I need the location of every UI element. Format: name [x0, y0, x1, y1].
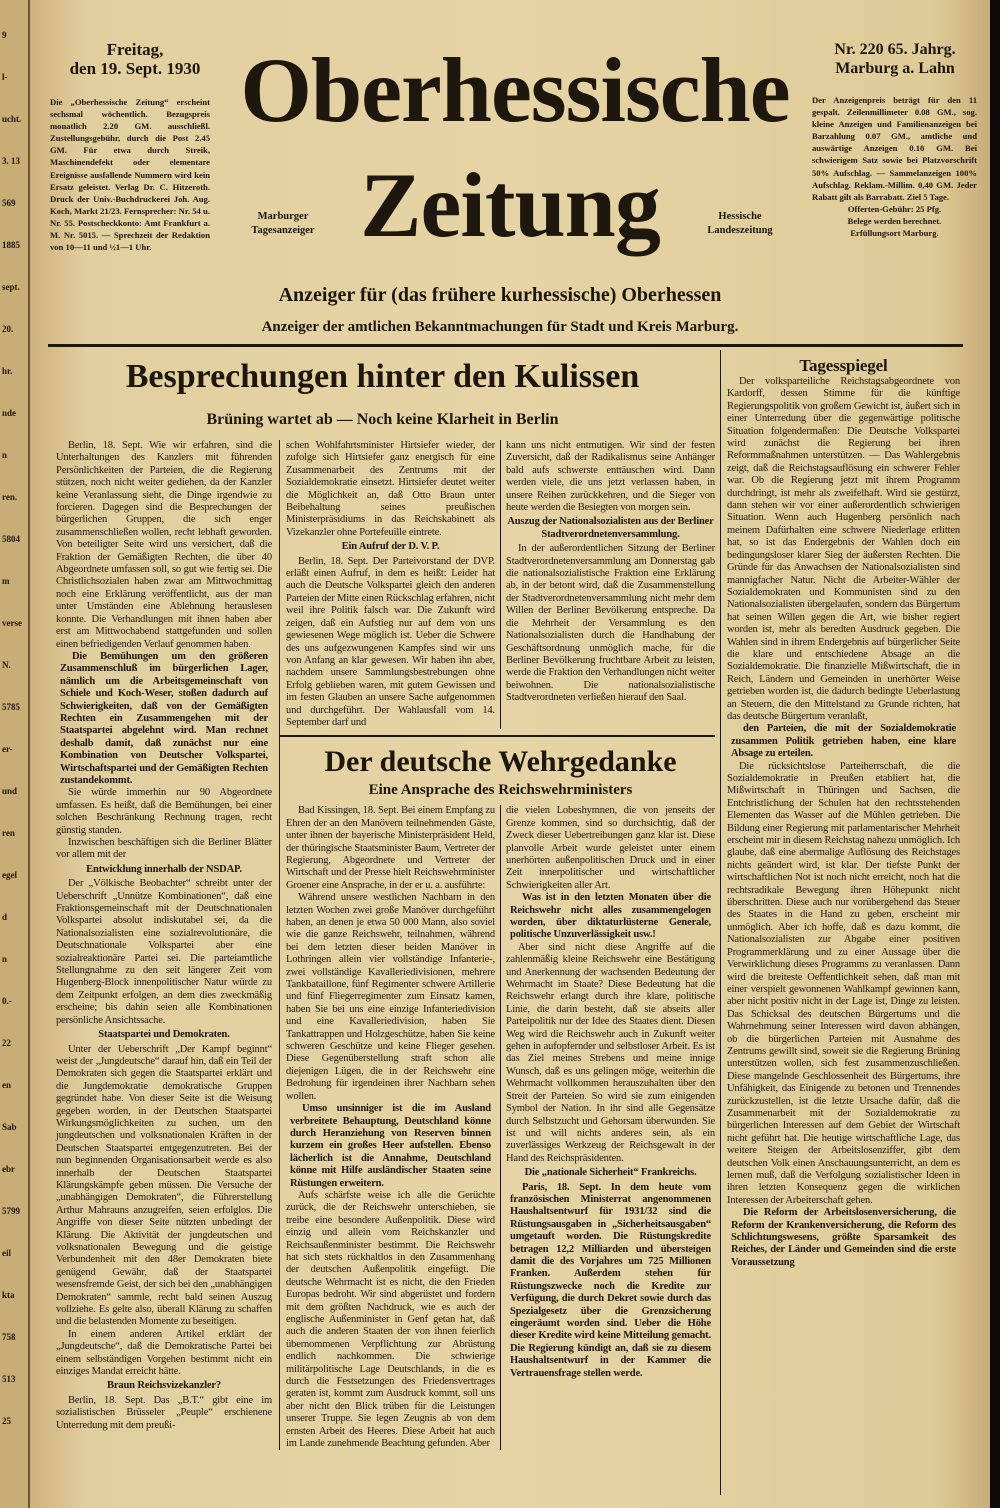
- column-rule: [720, 350, 721, 1495]
- masthead-rule: [48, 344, 963, 347]
- issue-number: [810, 40, 980, 78]
- adjacent-page-fragment: 9: [2, 30, 7, 40]
- adjacent-page-fragment: verse: [2, 618, 22, 628]
- offer-fee: Offerten-Gebühr: 25 Pfg.: [847, 203, 942, 214]
- paragraph: Unter der Ueberschrift „Der Kampf beginnt“ weist der „Jungdeutsche“ darauf hin, daß ein Teil der Demokraten sich gegen die Staatspartei erklärt und die Jungdemokratie demokratische Gruppen gegründet habe. Von dieser Seite ist die Weisung gegeben worden, in der Deutschen Staatspartei Wirkungsmöglichkeiten zu suchen, um den jungdeutschen und volksnationalen Kräften in der Deutschen Staatspartei entgegenzutreten. Bei der nun beginnenden Organisationsarbeit werde es also innerhalb der Deutschen Staatspartei Klärungskämpfe geben müssen. Die Versuche der „unabhängigen Demokraten“, die Führerstellung Arthur Mahrauns anzugreifen, seien erfolglos. Die Angriffe von dieser Seite nützten unbedingt der Klärung. Die Aktivität der jungdeutschen und volksnationalen Bewegung und die geistige Verbundenheit mit den 48er Demokraten biete genügend Gewähr, daß der Staatspartei wesensfremde Geist, der sich bei den „unabhängigen Demokraten“ sammle, recht bald seinen Auszug vollziehe. Es gelte also, überall Klärung zu schaffen und die belastenden Momente zu beseitigen.: [56, 1043, 272, 1328]
- side-right-2: Landeszeitung: [707, 225, 773, 236]
- subheadline-main: Brüning wartet ab — Noch keine Klarheit in Berlin: [206, 411, 559, 428]
- adjacent-page-fragment: N.: [2, 660, 11, 670]
- adjacent-page-fragment: kta: [2, 1290, 15, 1300]
- section-subheading: Ein Aufruf der D. V. P.: [341, 541, 440, 553]
- place-of-performance: Erfüllungsort Marburg.: [850, 228, 939, 239]
- article1-continuation: [286, 440, 715, 729]
- adjacent-page-fragment: en: [2, 1080, 11, 1090]
- section-subheading: Staatspartei und Demokraten.: [98, 1029, 230, 1041]
- ad-prices: Der Anzeigenpreis beträgt für den 11 gespalt. Zeilenmillimeter 0.08 GM., sog. kleine Anzeigen und Familienanzeigen bei Barzahlung 0.07 GM., amtliche und auswärtige Anzeigen 0.10 GM. Bei schwierigem Satz sowie bei Platzvorschrift 50% Aufschlag. — Sammelanzeigen 100% Aufschlag. Reklam.-Millim. 0,40 GM. Jeder Rabatt gilt als Barrabatt. Ziel 5 Tage.: [812, 95, 977, 202]
- adjacent-page-fragment: 513: [2, 1374, 16, 1384]
- paragraph: Die Bemühungen um den größeren Zusammenschluß im bürgerlichen Lager, nämlich um die Arbeitsgemeinschaft von Schiele und Koch-Weser, stoßen dadurch auf Schwierigkeiten, daß von der Gemäßigten Rechten ein Zusammengehen mit der Staatspartei abgelehnt wird. Man rechnet deshalb damit, daß zunächst nur eine Kombination von Deutscher Volkspartei, Wirtschaftspartei und der Gemäßigten Rechten zustandekommt.: [60, 650, 268, 786]
- paragraph: kann uns nicht entmutigen. Wir sind der festen Zuversicht, daß der Radikalismus seine Anhänger bald aufs schwerste enttäuschen wird. Dann werden viele, die uns jetzt verlassen haben, in unsere Reihen zurückkehren, und die Sieger von heute werden die Besiegten von morgen sein.: [506, 440, 715, 514]
- adjacent-page-fragment: hr.: [2, 366, 13, 376]
- adjacent-page-fragment: 1885: [2, 240, 20, 250]
- adjacent-page-fragment: d: [2, 912, 8, 922]
- side-right-1: Hessische: [718, 211, 762, 222]
- adjacent-page-fragment: 3. 13: [2, 156, 20, 166]
- adjacent-page-fragment: l-: [2, 72, 8, 82]
- issue-date: [50, 40, 220, 78]
- headline-wehrgedanke: Der deutsche Wehrgedanke: [324, 745, 677, 779]
- adjacent-page-fragment: 5799: [2, 1206, 20, 1216]
- paragraph: Umso unsinniger ist die im Ausland verbreitete Behauptung, Deutschland könne durch Heranziehung von Reserven binnen kurzem ein großes Heer aufstellen. Ebenso lächerlich ist die Annahme, Deutschland könne mit Hilfe ausländischer Staaten seine Rüstungen erweitern.: [290, 1103, 491, 1189]
- side-left-1: Marburger: [257, 211, 309, 222]
- article2-body: [286, 805, 715, 1450]
- adjacent-page-fragment: egel: [2, 870, 17, 880]
- adjacent-page-fragment: eil: [2, 1248, 11, 1258]
- paragraph: Aber sind nicht diese Angriffe auf die zahlenmäßig kleine Reichswehr eine Bestätigung und Anerkennung der wachsenden Bedeutung der Wehrmacht im Staate? Diese Bedeutung hat die Reichswehr erlangt durch ihre klare, politische Linie, die darin besteht, daß sie abseits aller Parteipolitik nur der Idee des Staates dient. Diesen Weg wird die Reichswehr auch in Zukunft weiter gehen in aufopfernder und selbstloser Arbeit. Es ist das Ziel meines Strebens und meine innige Wunsch, daß es uns gelingen möge, weiterhin die Wehrmacht vollkommen herauszuhalten über den Streit der Parteien. So wird sie zum einigenden Symbol der Nation. In ihr sind alle Gegensätze durch Selbstzucht und Gehorsam überwunden. Sie ist und will nichts anderes sein, als ein zuverlässiges Werkzeug der Reichsgewalt in der Hand des Reichspräsidenten.: [506, 941, 715, 1164]
- masthead-side-left: [228, 210, 338, 238]
- paragraph: Während unsere westlichen Nachbarn in den letzten Wochen zwei große Manöver durchgeführt haben, an denen je etwa 50 000 Mann, also soviel wie die ganze Reichswehr, teilnahmen, während bei dem letzten dieser beiden Manöver in Lothringen allein vier vollständige Infanterie-, zwei vollständige Kavalleriedivisionen, mehrere Tankbataillone, fünf Regimenter schwere Artillerie und fünf Fliegerregimenter zum Einsatz kamen, haben Sie bei uns eine einzige Infanteriedivision und eine Kavalleriedivision, haben Sie Tankattrappen und Holzgeschütze, haben Sie keine schweren Geschütze und keine Flieger gesehen. Diese Gegenüberstellung straft schon alle diejenigen Lügen, die in der Reichswehr eine Bedrohung für irgendeinen ihrer Nachbarn sehen wollen.: [286, 892, 495, 1102]
- paragraph: Berlin, 18. Sept. Der Parteivorstand der DVP. erläßt einen Aufruf, in dem es heißt: Leider hat auch die Deutsche Volkspartei gleich den anderen Parteien der Mitte einen Rückschlag erfahren, nicht weil ihre Politik falsch war. Die Zukunft wird zeigen, daß ein Aufstieg nur auf dem von uns gewiesenen Wege möglich ist. Ueber die Schwere des uns aufgezwungenen Kampfes sind wir uns von Anfang an klar gewesen. Wir haben ihn aber, nachdem unsere Sammlungsbestrebungen ohne Erfolg geblieben waren, mit gutem Gewissen und im festen Glauben an unsere Sache aufgenommen und durchgeführt. Der Wahlausfall vom 14. September darf und: [286, 555, 495, 728]
- adjacent-page-fragment: 569: [2, 198, 16, 208]
- paragraph: Inzwischen beschäftigen sich die Berliner Blätter vor allem mit der: [56, 837, 272, 861]
- adjacent-page-fragment: nde: [2, 408, 17, 418]
- section-subheading: Braun Reichsvizekanzler?: [107, 1380, 221, 1392]
- masthead-subtitle-2: Anzeiger der amtlichen Bekanntmachungen für Stadt und Kreis Marburg.: [261, 319, 739, 335]
- adjacent-page-fragment: ucht.: [2, 114, 22, 124]
- article-column: [56, 440, 272, 1432]
- paragraph: schen Wohlfahrtsminister Hirtsiefer wieder, der zufolge sich Hirtsiefer ganz energisch für eine Zusammenarbeit des Zentrums mit der Sozialdemokratie einsetzt. Hirtsiefer deutet weiter die Möglichkeit an, daß Otto Braun unter Beibehaltung seines preußischen Ministerpräsidiums in das Reichskabinett als Vizekanzler ohne Portefeuille eintrete.: [286, 440, 495, 538]
- adjacent-page-strip: [0, 0, 30, 1508]
- paragraph: Der „Völkische Beobachter“ schreibt unter der Ueberschrift „Unnütze Kombinationen“, daß eine Fraktionsgemeinschaft mit der Deutschnationalen Volkspartei absolut indiskutabel sei, da die Nationalsozialisten eine sozialrevolutionäre, die Deutschnationale Volkspartei aber eine sozialreaktionäre Partei sei. Die parteiamtliche Stellungnahme zu den seit längerer Zeit vom Hugenberg-Block innenpolitischer Natur würde zu dem Zeitpunkt erfolgen, an dem dies zweckmäßig erscheine; bis dahin seien alle Kombinationen persönliche Ansichtssache.: [56, 878, 272, 1026]
- adjacent-page-fragment: ebr: [2, 1164, 15, 1174]
- paragraph: die vielen Lobeshymnen, die von jenseits der Grenze kommen, sind so durchsichtig, daß der Zweck dieser Uebertreibungen ganz klar ist. Diese planvolle Arbeit wurde geleistet unter einem unerhörten außenpolitischen Druck und in einer Zeit innerpolitischer und wirtschaftlicher Schwierigkeiten aller Art.: [506, 805, 715, 891]
- ad-price-info: [812, 94, 977, 239]
- adjacent-page-fragment: 758: [2, 1332, 16, 1342]
- masthead-subtitle: Anzeiger für (das frühere kurhessische) Oberhessen: [278, 284, 722, 306]
- masthead-side-right: [700, 210, 780, 238]
- adjacent-page-fragment: 20.: [2, 324, 14, 334]
- paragraph: Aufs schärfste weise ich alle die Gerüchte zurück, die der Reichswehr unterschieben, sie treibe eine besondere Außenpolitik. Diese wird einzig und allein vom Reichskanzler und Reichsaußenminister bestimmt. Die Reichswehr hat sich stets rückhaltlos in den Zusammenhang der deutschen Außenpolitik eingefügt. Die deutsche Wehrmacht ist es nicht, die den Frieden Europas bedroht. Wir sind abgerüstet und fordern mit dem größten Nachdruck, wie es auch der englische Außenminister in Genf getan hat, daß auch die anderen Staaten der von ihnen feierlich übernommenen Verpflichtung zur Abrüstung endlich nachkommen. Die schwierige militärpolitische Lage Deutschlands, in die es durch die Festsetzungen des Friedensvertrages geraten ist, kommt zum Ausdruck kommt, soll uns aber nicht den Blick trüben für die Leistungen unserer Truppe. Sie legen Zeugnis ab von dem ernsten Arbeit des Heeres. Diese Arbeit hat auch im Lande zunehmende Beachtung gefunden. Aber: [286, 1189, 495, 1450]
- adjacent-page-fragment: 5785: [2, 702, 20, 712]
- adjacent-page-fragment: ren.: [2, 492, 18, 502]
- subheadline-wehrgedanke: Eine Ansprache des Reichswehrministers: [368, 782, 633, 799]
- adjacent-page-fragment: 0.-: [2, 996, 12, 1006]
- adjacent-page-fragment: n: [2, 954, 8, 964]
- place: Marburg a. Lahn: [835, 60, 955, 77]
- paragraph: Berlin, 18. Sept. Das „B.T.“ gibt eine im sozialistischen Brüsseler „Peuple“ erschienene Unterredung mit dem preußi-: [56, 1394, 272, 1431]
- adjacent-page-fragment: n: [2, 450, 8, 460]
- adjacent-page-fragment: ren: [2, 828, 15, 838]
- issue-no: Nr. 220 65. Jahrg.: [834, 41, 956, 58]
- article-column: [500, 805, 715, 1450]
- adjacent-page-fragment: er-: [2, 744, 13, 754]
- tagesspiegel-body: [727, 376, 960, 1269]
- proofs-note: Belege werden berechnet.: [847, 215, 942, 226]
- subscription-info: Die „Oberhessische Zeitung“ erscheint sechsmal wöchentlich. Bezugspreis monatlich 2.20 GM. ausschließl. Zustellungsgebühr, durch die Post 2.45 GM. Für etwa durch Streik, Maschinendefekt oder elementare Ereignisse ausfallende Nummern wird kein Ersatz geleistet. Verlag Dr. C. Hitzeroth. Druck der Univ.-Buchdruckerei Joh. Aug. Koch, Markt 21/23. Fernsprecher: Nr. 54 u. Nr. 55. Postscheckkonto: Amt Frankfurt a. M. Nr. 5015. — Sprechzeit der Redaktion von 10—11 und ½1—1 Uhr.: [50, 97, 210, 253]
- date: den 19. Sept. 1930: [69, 59, 201, 78]
- masthead-title-line1: Oberhessische: [240, 39, 790, 141]
- article-column: [286, 440, 500, 729]
- adjacent-page-fragment: m: [2, 576, 10, 586]
- section-subheading: Die „nationale Sicherheit“ Frankreichs.: [524, 1167, 697, 1179]
- adjacent-page-fragment: 5804: [2, 534, 20, 544]
- middle-columns: [279, 440, 715, 1450]
- paragraph: den Parteien, die mit der Sozialdemokratie zusammen Politik getrieben haben, eine klare Absage zu erteilen.: [731, 723, 956, 760]
- paragraph: Die Reform der Arbeitslosenversicherung, die Reform der Krankenversicherung, die Reform des Schlichtungswesens, größte Sparsamkeit des Reiches, der Länder und Gemeinden sind die erste Voraussetzung: [731, 1207, 956, 1268]
- adjacent-page-fragment: 22: [2, 1038, 11, 1048]
- headline-main: Besprechungen hinter den Kulissen: [125, 358, 640, 395]
- section-subheading: Auszug der Nationalsozialisten aus der Berliner Stadtverordnetenversammlung.: [507, 516, 714, 540]
- article-rule: [280, 735, 715, 737]
- adjacent-page-fragment: Sab: [2, 1122, 17, 1132]
- paragraph: Berlin, 18. Sept. Wie wir erfahren, sind die Unterhaltungen des Kanzlers mit führenden Persönlichkeiten der Parteien, die die Regierung stützen, noch nicht weiter gediehen, da der Kanzler keine Veranlassung sieht, die Dinge irgendwie zu forcieren. Dagegen sind die Besprechungen der bürgerlichen Gruppen, die sich enger zusammenschließen wollen, recht lebhaft geworden. Von beteiligter Seite wird uns versichert, daß die Fraktion der Gemäßigten Rechten, die über 40 Abgeordnete umfassen soll, so gut wie fertig sei. Die Christlichsozialen haben zwar am Mittwochmittag noch eine Erklärung veröffentlicht, aus der man unter Umständen eine Ablehnung herauslesen konnte. Die Verhandlungen mit ihnen haben aber erst am Mittwochabend stattgefunden und sollen einen befriedigenden Verlauf genommen haben.: [56, 440, 272, 650]
- paragraph: Sie würde immerhin nur 90 Abgeordnete umfassen. Es heißt, daß die Bemühungen, bei einer solchen Beschränkung Rechnung tragen, recht günstig standen.: [56, 787, 272, 836]
- paragraph: In einem anderen Artikel erklärt der „Jungdeutsche“, daß die Demokratische Partei bei einem selbständigen Vorgehen bestimmt nicht ein einziges Mandat erreicht hätte.: [56, 1328, 272, 1378]
- adjacent-page-fragment: sept.: [2, 282, 20, 292]
- scan-edge: [990, 0, 1000, 1508]
- tagesspiegel-heading: Tagesspiegel: [799, 356, 888, 375]
- article-column: [500, 440, 715, 729]
- paragraph: Der volksparteiliche Reichstagsabgeordnete von Kardorff, dessen Stimme für die künftige Regierungspolitik von großem Gewicht ist, äußert sich in einer Unterredung über die gegenwärtige politische Situation folgendermaßen: Die Deutsche Volkspartei wird zunächst die Regierung bei ihren Reformmaßnahmen unterstützen. — Das Wahlergebnis zeigt, daß die Reichstagsauflösung ein schwerer Fehler war. Ob die Regierung jetzt mit ihrem Programm durchdringt, ist mehr als zweifelhaft. Wird sie gestürzt, dann stehen wir vor einer außerordentlich schwierigen Situation. Wenn auch Hugenberg persönlich nach meinem Dafürhalten eine schwere Niederlage erlitten hat, so ist das Endergebnis der Wahlen doch ein bedingungsloser klarer Sieg der äußersten Rechten. Die Gründe für das Anwachsen der Nationalsozialisten sind mannigfacher Natur. Nicht die Arbeiter-Wähler der Sozialdemokraten und Kommunisten sind zu den Nationalsozialisten übergelaufen, sondern das Bürgertum hat seinen Willen gegen die Art, wie bisher regiert worden ist, mehr als beredten Ausdruck gegeben. Die Wahlen sind in ihrem Endergebnis auf bürgerlicher Seite die klare und entschiedene Absage an die Sozialdemokratie. Die finanzielle Mißwirtschaft, die in Reich, Ländern und Gemeinden in unerhörter Weise getrieben worden ist, die dadurch bedingte Ueberlastung an Steuern, die den Mittelstand zu Grunde richten, hat das deutsche Bürgertum veranlaßt,: [727, 376, 960, 722]
- section-subheading: Entwicklung innerhalb der NSDAP.: [86, 863, 242, 875]
- paragraph: Bad Kissingen, 18. Sept. Bei einem Empfang zu Ehren der an den Manövern teilnehmenden Gäste, unter ihnen der bayerische Ministerpräsident Held, der thüringische Staatsminister Baum, Vertreter der Regierung, Abgeordnete und Vertreter der Wirtschaft und der Presse hielt Reichswehrminister Groener eine Ansprache, in der er u. a. ausführte:: [286, 805, 495, 891]
- side-left-2: Tagesanzeiger: [251, 225, 315, 236]
- paragraph: Was ist in den letzten Monaten über die Reichswehr nicht alles zusammengelogen worden, über diktaturlüsterne Generale, politische Unzuverlässigkeit usw.!: [510, 892, 711, 941]
- tagesspiegel-column: [727, 356, 960, 1269]
- masthead-title-line2: Zeitung: [360, 154, 660, 256]
- paragraph: Die rücksichtslose Parteiherrschaft, die die Sozialdemokratie in Preußen etabliert hat, die Mißwirtschaft in Thüringen und Sachsen, die Entchristlichung der Schulen hat den rechtsstehenden Elementen das Wasser auf die Mühlen getrieben. Die Bildung einer Regierung mit parlamentarischer Mehrheit erscheint mir in diesem Reichstag nahezu unmöglich. Ich glaube, daß eine abermalige Auflösung des Reichstages nichts geändert wird, ist klar. Der tiefste Punkt der wirtschaftlichen Not ist noch nicht erreicht, noch hat die rechtsradikale Bewegung ihren Höhepunkt nicht überschritten. Diese auch nur vorübergehend das Steuer des Staates in die Hand zu geben, erscheint mir unmöglich. Aber ich hoffe, daß es dazu kommt, die Nationalsozialisten zur Abgabe einer positiven Programmerklärung und zu einer Aussage über die Verwirklichung dieses Programms zu veranlassen. Dann wird die breiteste Oeffentlichkeit sehen, daß man mit einer verspielt gewonnenen Wahlkampf gewinnen kann, aber nicht positiv nicht in der Lage ist, Dinge zu leisten. Das Schicksal des deutschen Bürgertums und die Wahrnehmung seiner Interessen wird davon abhängen, ob die bürgerlichen Parteien mit Ausnahme des Zentrums gewillt sind, soweit sie die Regierung Brüning unterstützen wollen, sich fest zusammenzuschließen. Diese mangelnde Geschlossenheit des Bürgertums, ihre Unfähigkeit, das Einigende zu betonen und Trennendes zurückzustellen, ist die letzte Ursache dafür, daß die Zusammenarbeit mit der Sozialdemokratie zu bürgerlichen Interessen auf dem Gebiet der Wirtschaft nicht geführt hat. Die heutige wirtschaftliche Lage, das weitere Steigen der Arbeitslosenziffer, gibt dem deutschen Volk einen Anschauungsunterricht, an dem es lernen muß, daß die Verfolgung sozialistischer Ideen in ihren letzten Konsequenz gegen die wirklichen Interessen der Arbeiterschaft gehen.: [727, 760, 960, 1206]
- adjacent-page-fragment: und: [2, 786, 18, 796]
- article-column: [286, 805, 500, 1450]
- adjacent-page-fragment: 25: [2, 1416, 11, 1426]
- paragraph: In der außerordentlichen Sitzung der Berliner Stadtverordnetenversammlung am Donnerstag gab die nationalsozialistische Fraktion eine Erklärung ab, in der betont wird, daß die Zusammenstellung der Stadtverordnetenversammlung nicht mehr dem Willen der Berliner Bevölkerung entspreche. Da die Mehrheit der Versammlung es den Nationalsozialisten durch die Handhabung der Geschäftsordnung unmöglich mache, für die Berliner Bevölkerung fruchtbare Arbeit zu leisten, werde die Fraktion den Verhandlungen nicht weiter beiwohnen. Die nationalsozialistische Stadtverordneten verließen hierauf den Saal.: [506, 543, 715, 704]
- paragraph: Paris, 18. Sept. In dem heute vom französischen Ministerrat angenommenen Haushaltsentwurf für 1931/32 sind die Rüstungsausgaben in „Sicherheitsausgaben“ umgetauft worden. Die Rüstungskredite betragen 12,2 Milliarden und übersteigen damit die des Vorjahres um 725 Millionen Franken. Außerdem stehen für Rüstungszwecke noch die Kredite zur Verfügung, die durch Dekret sowie durch das Spezialgesetz über die Grenzsicherung eingeräumt worden sind. Ueber die Höhe dieser Kredite wird keine Mitteilung gemacht. Die Regierung kündigt an, daß sie zu diesem Haushaltsentwurf in der Kammer die Vertrauensfrage stellen werde.: [510, 1181, 711, 1379]
- weekday: Freitag,: [106, 40, 164, 59]
